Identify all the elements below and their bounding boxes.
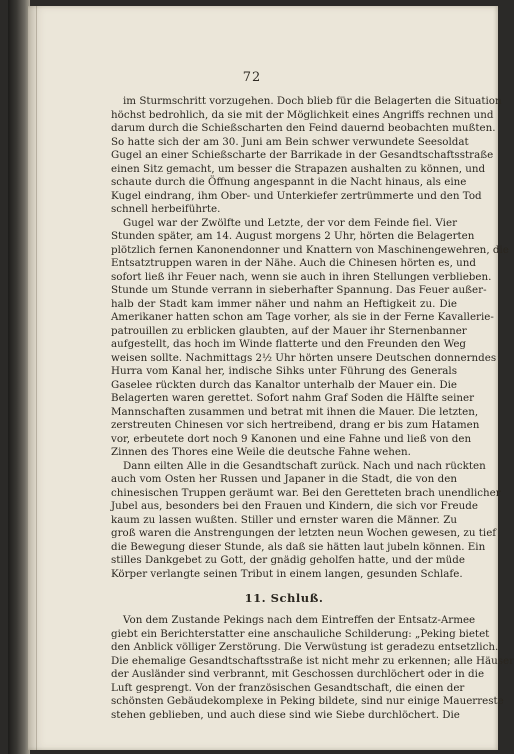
paragraph (111, 95, 502, 217)
text-line: sofort ließ ihr Feuer nach, wenn sie auch in ihren Stellungen verblieben. (111, 270, 492, 283)
text-line: Jubel aus, besonders bei den Frauen und Kindern, die sich vor Freude (111, 500, 478, 512)
text-line: Stunden später, am 14. August morgens 2 Uhr, hörten die Belagerten (111, 230, 475, 242)
text-line: patrouillen zu erblicken glaubten, auf der Mauer ihr Sternenbanner (111, 324, 467, 337)
text-line: chinesischen Truppen geräumt war. Bei den Geretteten brach unendlicher (111, 486, 501, 499)
text-line: Entsatztruppen waren in der Nähe. Auch die Chinesen hörten es, und (111, 257, 476, 269)
text-line: aufgestellt, das hoch im Winde flatterte und den Freunden den Weg (111, 338, 467, 350)
text-line: den Anblick völliger Zerstörung. Die Verwüstung ist geradezu entsetzlich. (111, 641, 499, 653)
text-line: Von dem Zustande Pekings nach dem Eintreffen der Entsatz-Armee (123, 614, 476, 626)
text-line: stilles Dankgebet zu Gott, der gnädig geholfen hatte, und der müde (111, 554, 465, 566)
text-line: schaute durch die Öffnung angespannt in die Nacht hinaus, als eine (111, 176, 467, 188)
book-spine-edge (8, 0, 30, 754)
text-line: kaum zu lassen wußten. Stiller und ernster waren die Männer. Zu (111, 513, 457, 526)
text-line: Gugel war der Zwölfte und Letzte, der vor dem Feinde fiel. Vier (123, 216, 457, 229)
text-line: So hatte sich der am 30. Juni am Bein schwer verwundete Seesoldat (111, 135, 469, 148)
text-line: der Ausländer sind verbrannt, mit Geschossen durchlöchert oder in die (111, 668, 485, 680)
text-line: Stunde um Stunde verrann in sieberhafter Spannung. Das Feuer außer- (111, 284, 487, 296)
text-line: Dann eilten Alle in die Gesandtschaft zurück. Nach und nach rückten (123, 459, 486, 472)
text-line: die Bewegung dieser Stunde, als daß sie hätten laut jubeln können. Ein (111, 540, 486, 553)
paragraph (111, 216, 509, 460)
paragraph (111, 614, 514, 722)
text-line: einen Sitz gemacht, um besser die Strapazen aushalten zu können, und (111, 162, 486, 175)
text-line: schnell herbeiführte. (111, 203, 221, 215)
text-line: Körper verlangte seinen Tribut in einem langen, gesunden Schlafe. (111, 567, 463, 580)
text-line: Die ehemalige Gesandtschaftsstraße ist nicht mehr zu erkennen; alle Häuser (111, 654, 514, 667)
text-line: vor, erbeutete dort noch 9 Kanonen und eine Fahne und ließ von den (111, 432, 472, 445)
text-line: auch vom Osten her Russen und Japaner in die Stadt, die von den (111, 473, 457, 485)
text-line: giebt ein Berichterstatter eine anschauliche Schilderung: „Peking bietet (111, 627, 490, 640)
text-line: Gugel an einer Schießscharte der Barrikade in der Gesandtschaftsstraße (111, 149, 494, 161)
body-before-heading (111, 95, 509, 581)
text-line: im Sturmschritt vorzugehen. Doch blieb für die Belagerten die Situation (123, 95, 502, 107)
text-line: Luft gesprengt. Von der französischen Gesandtschaft, die einen der (111, 681, 465, 694)
text-line: darum durch die Schießscharten den Feind dauernd beobachten mußten. (111, 122, 496, 134)
text-line: Amerikaner hatten schon am Tage vorher, als sie in der Ferne Kavallerie- (111, 311, 494, 323)
text-line: weisen sollte. Nachmittags 2½ Uhr hörten unsere Deutschen donnerndes (111, 351, 497, 364)
page-body (111, 95, 514, 722)
text-line: Zinnen des Thores eine Weile die deutsche Fahne wehen. (111, 446, 411, 458)
text-line: Kugel eindrang, ihm Ober- und Unterkiefer zertrümmerte und den Tod (111, 189, 482, 202)
text-line: plötzlich fernen Kanonendonner und Knattern von Maschinengewehren, die (111, 243, 509, 256)
text-line: zerstreuten Chinesen vor sich hertreibend, drang er bis zum Hatamen (111, 419, 480, 431)
text-line: groß waren die Anstrengungen der letzten neun Wochen gewesen, zu tief (111, 527, 497, 539)
text-line: Gaselee rückten durch das Kanaltor unterhalb der Mauer ein. Die (111, 378, 457, 391)
page-number: 72 (242, 70, 262, 85)
section-heading: 11. Schluß. (244, 591, 324, 605)
body-after-heading (111, 614, 514, 722)
text-line: Hurra vom Kanal her, indische Sihks unter Führung des Generals (111, 365, 457, 377)
text-line: schönsten Gebäudekomplexe in Peking bildete, sind nur einige Mauerreste (111, 695, 504, 707)
paragraph (111, 459, 501, 582)
text-line: stehen geblieben, und auch diese sind wie Siebe durchlöchert. Die (111, 708, 460, 721)
page-gutter (36, 6, 37, 750)
text-line: halb der Stadt kam immer näher und nahm an Heftigkeit zu. Die (111, 297, 457, 310)
text-line: Mannschaften zusammen und betrat mit ihnen die Mauer. Die letzten, (111, 405, 479, 418)
text-line: Belagerten waren gerettet. Sofort nahm Graf Soden die Hälfte seiner (111, 392, 475, 404)
text-line: höchst bedrohlich, da sie mit der Möglichkeit eines Angriffs rechnen und (111, 108, 494, 121)
